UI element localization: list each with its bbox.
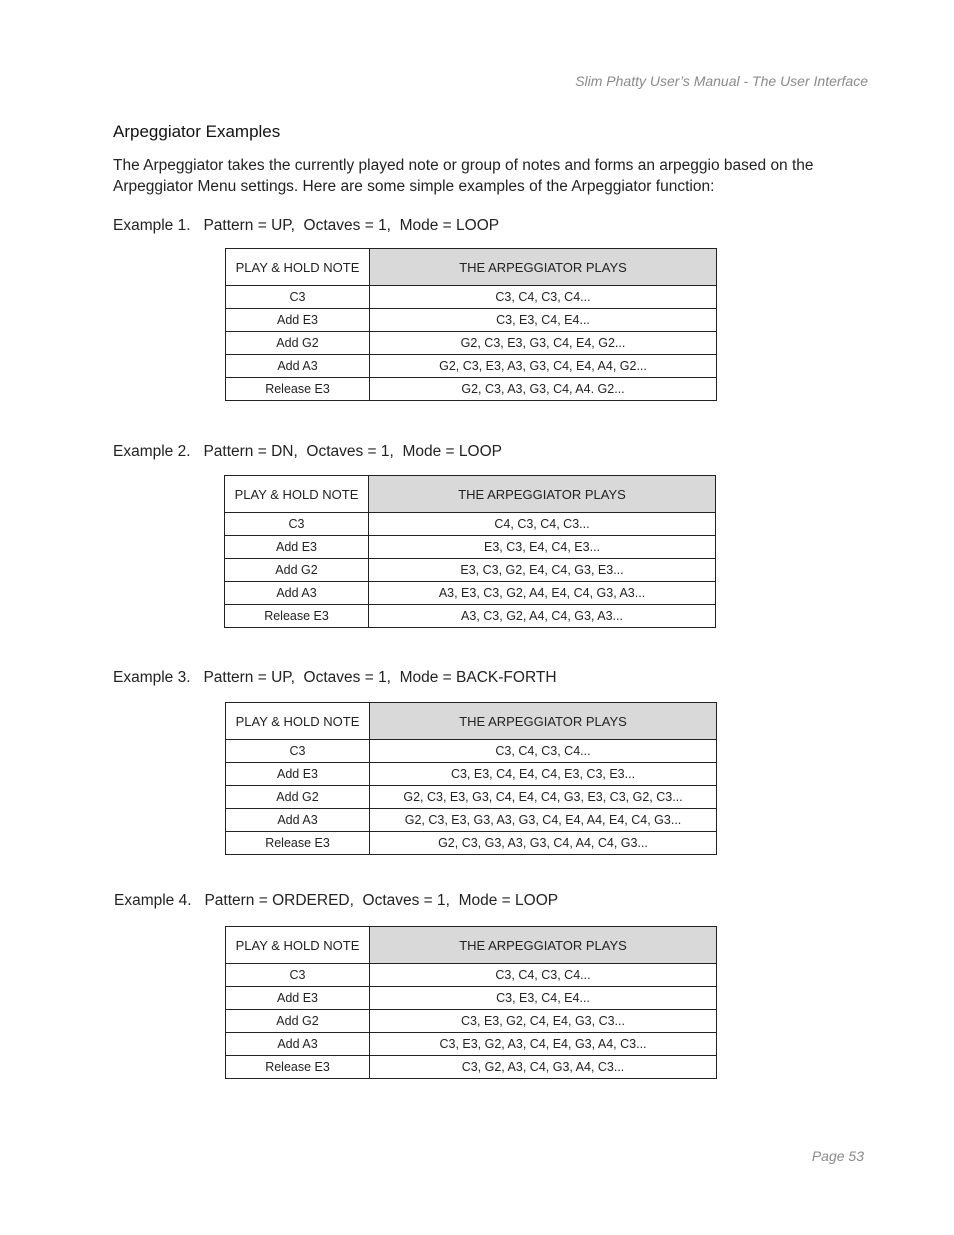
plays-cell: G2, C3, A3, G3, C4, A4. G2... (370, 378, 717, 401)
note-cell: Add E3 (226, 987, 370, 1010)
section-title: Arpeggiator Examples (113, 122, 281, 141)
note-cell: Release E3 (226, 1056, 370, 1079)
column-header-plays: THE ARPEGGIATOR PLAYS (370, 927, 717, 964)
note-cell: Add E3 (225, 536, 369, 559)
note-cell: Add A3 (225, 582, 369, 605)
note-cell: C3 (225, 513, 369, 536)
example-3-label: Example 3. Pattern = UP, Octaves = 1, Mode = BACK-FORTH (113, 669, 557, 686)
table-row (226, 1010, 717, 1033)
plays-cell: C4, C3, C4, C3... (369, 513, 716, 536)
note-cell: Add G2 (226, 786, 370, 809)
note-cell: Add G2 (226, 1010, 370, 1033)
table-header-row (226, 703, 717, 740)
column-header-plays: THE ARPEGGIATOR PLAYS (370, 249, 717, 286)
plays-cell: G2, C3, E3, G3, C4, E4, C4, G3, E3, C3, G2, C3... (370, 786, 717, 809)
plays-cell: G2, C3, G3, A3, G3, C4, A4, C4, G3... (370, 832, 717, 855)
note-cell: Release E3 (226, 378, 370, 401)
plays-cell: E3, C3, E4, C4, E3... (369, 536, 716, 559)
table-row (226, 987, 717, 1010)
example-1-label: Example 1. Pattern = UP, Octaves = 1, Mode = LOOP (113, 217, 500, 234)
table-row (226, 286, 717, 309)
table-row (226, 964, 717, 987)
intro-line-2: Arpeggiator Menu settings. Here are some simple examples of the Arpeggiator function: (113, 178, 715, 195)
table-row (226, 309, 717, 332)
table-row (226, 809, 717, 832)
table-row (225, 582, 716, 605)
table-row (226, 786, 717, 809)
plays-cell: G2, C3, E3, G3, A3, G3, C4, E4, A4, E4, C4, G3... (370, 809, 717, 832)
example-3-table (225, 702, 717, 855)
intro-line-1: The Arpeggiator takes the currently played note or group of notes and forms an arpeggio based on the (113, 157, 814, 174)
intro-paragraph (113, 155, 843, 197)
plays-cell: C3, E3, C4, E4... (370, 987, 717, 1010)
table-row (226, 332, 717, 355)
note-cell: Add G2 (226, 332, 370, 355)
example-1-table (225, 248, 717, 401)
plays-cell: E3, C3, G2, E4, C4, G3, E3... (369, 559, 716, 582)
example-2-label: Example 2. Pattern = DN, Octaves = 1, Mode = LOOP (113, 443, 502, 460)
table-row (226, 355, 717, 378)
table-row (226, 1033, 717, 1056)
note-cell: Add A3 (226, 1033, 370, 1056)
column-header-note: PLAY & HOLD NOTE (225, 476, 369, 513)
column-header-plays: THE ARPEGGIATOR PLAYS (369, 476, 716, 513)
plays-cell: C3, E3, G2, C4, E4, G3, C3... (370, 1010, 717, 1033)
table-row (226, 1056, 717, 1079)
plays-cell: C3, G2, A3, C4, G3, A4, C3... (370, 1056, 717, 1079)
table-header-row (226, 927, 717, 964)
column-header-note: PLAY & HOLD NOTE (226, 927, 370, 964)
table-row (226, 763, 717, 786)
plays-cell: A3, E3, C3, G2, A4, E4, C4, G3, A3... (369, 582, 716, 605)
table-row (226, 740, 717, 763)
plays-cell: C3, C4, C3, C4... (370, 964, 717, 987)
column-header-note: PLAY & HOLD NOTE (226, 703, 370, 740)
plays-cell: C3, C4, C3, C4... (370, 740, 717, 763)
note-cell: Add A3 (226, 355, 370, 378)
note-cell: C3 (226, 964, 370, 987)
plays-cell: C3, E3, C4, E4... (370, 309, 717, 332)
table-header-row (225, 476, 716, 513)
note-cell: Add E3 (226, 763, 370, 786)
page-number: Page 53 (811, 1148, 864, 1164)
running-header: Slim Phatty User’s Manual - The User Interface (575, 73, 868, 89)
table-row (225, 559, 716, 582)
note-cell: Release E3 (226, 832, 370, 855)
note-cell: C3 (226, 286, 370, 309)
plays-cell: A3, C3, G2, A4, C4, G3, A3... (369, 605, 716, 628)
note-cell: C3 (226, 740, 370, 763)
note-cell: Release E3 (225, 605, 369, 628)
column-header-plays: THE ARPEGGIATOR PLAYS (370, 703, 717, 740)
column-header-note: PLAY & HOLD NOTE (226, 249, 370, 286)
plays-cell: C3, E3, G2, A3, C4, E4, G3, A4, C3... (370, 1033, 717, 1056)
example-4-table (225, 926, 717, 1079)
table-row (226, 832, 717, 855)
note-cell: Add G2 (225, 559, 369, 582)
plays-cell: G2, C3, E3, G3, C4, E4, G2... (370, 332, 717, 355)
table-row (226, 378, 717, 401)
note-cell: Add A3 (226, 809, 370, 832)
plays-cell: G2, C3, E3, A3, G3, C4, E4, A4, G2... (370, 355, 717, 378)
table-header-row (226, 249, 717, 286)
table-row (225, 536, 716, 559)
note-cell: Add E3 (226, 309, 370, 332)
example-2-table (224, 475, 716, 628)
table-row (225, 513, 716, 536)
table-row (225, 605, 716, 628)
example-4-label: Example 4. Pattern = ORDERED, Octaves = 1, Mode = LOOP (114, 892, 559, 909)
plays-cell: C3, C4, C3, C4... (370, 286, 717, 309)
plays-cell: C3, E3, C4, E4, C4, E3, C3, E3... (370, 763, 717, 786)
